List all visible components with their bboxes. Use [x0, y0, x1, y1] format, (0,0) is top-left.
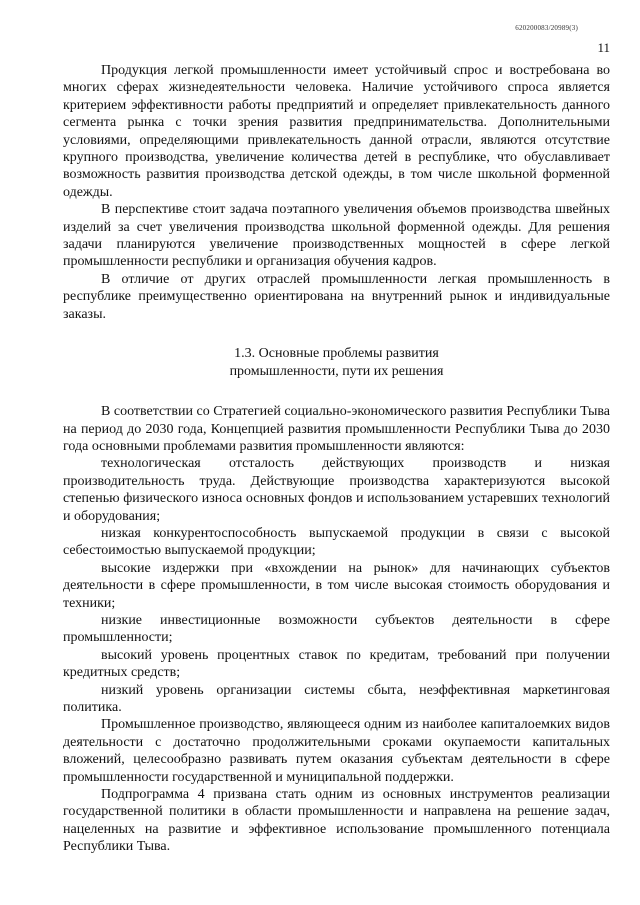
paragraph: Продукция легкой промышленности имеет устойчивый спрос и востребована во многих сферах жизнедеятельности человека. Наличие устойчивого спроса является критерием эффективности работы предприятий и определяет привлекательность данного сегмента рынка с точки зрения развития предпринимательства. Дополнительными условиями, определяющими привлекательность данной отрасли, являются отсутствие крупного производства, увеличение количества детей в республике, что обуславливает возможность развития производства детской одежды, в том числе школьной форменной одежды. — [63, 63, 610, 200]
list-item: низкий уровень организации системы сбыта, неэффективная маркетинговая политика. — [63, 682, 610, 715]
paragraph: В соответствии со Стратегией социально-экономического развития Республики Тыва на период до 2030 года, Концепцией развития промышленности Республики Тыва до 2030 года основными проблемами развития промышленности являются: — [63, 404, 610, 454]
section-heading — [63, 345, 610, 381]
paragraph: В отличие от других отраслей промышленности легкая промышленность в республике преимущественно ориентирована на внутренний рынок и индивидуальные заказы. — [63, 271, 610, 322]
list-item: технологическая отсталость действующих производств и низкая производительность труда. Действующие производства характеризуются высокой степенью физического износа основных фондов и использованием устаревших технологий и оборудования; — [63, 456, 610, 524]
list-item: высокий уровень процентных ставок по кредитам, требований при получении кредитных средств; — [63, 647, 610, 681]
list-item: высокие издержки при «вхождении на рынок» для начинающих субъектов деятельности в сфере промышленности, в том числе высокая стоимость оборудования и техники; — [63, 560, 610, 611]
document-body — [63, 62, 610, 856]
page-number: 11 — [597, 40, 610, 55]
paragraph: Подпрограмма 4 призвана стать одним из основных инструментов реализации государственной политики в области промышленности и направлена на решение задач, нацеленных на развитие и эффективное использование промышленного потенциала Республики Тыва. — [63, 787, 610, 855]
paragraph: Промышленное производство, являющееся одним из наиболее капиталоемких видов деятельности с достаточно продолжительными сроками окупаемости капитальных вложений, целесообразно развивать путем оказания субъектам деятельности в сфере промышленности государственной и муниципальной поддержки. — [63, 717, 610, 785]
document-code: 620200083/20989(3) — [515, 24, 578, 32]
paragraph: В перспективе стоит задача поэтапного увеличения объемов производства швейных изделий за счет увеличения производства школьной форменной одежды. Для решения задачи планируются увеличение производственных мощностей в сфере легкой промышленности республики и организация обучения кадров. — [63, 202, 610, 270]
list-item: низкие инвестиционные возможности субъектов деятельности в сфере промышленности; — [63, 612, 610, 646]
section-heading-line-1: 1.3. Основные проблемы развития — [234, 346, 439, 362]
section-heading-line-2: промышленности, пути их решения — [229, 364, 444, 380]
list-item: низкая конкурентоспособность выпускаемой продукции в связи с высокой себестоимостью выпускаемой продукции; — [63, 525, 610, 559]
